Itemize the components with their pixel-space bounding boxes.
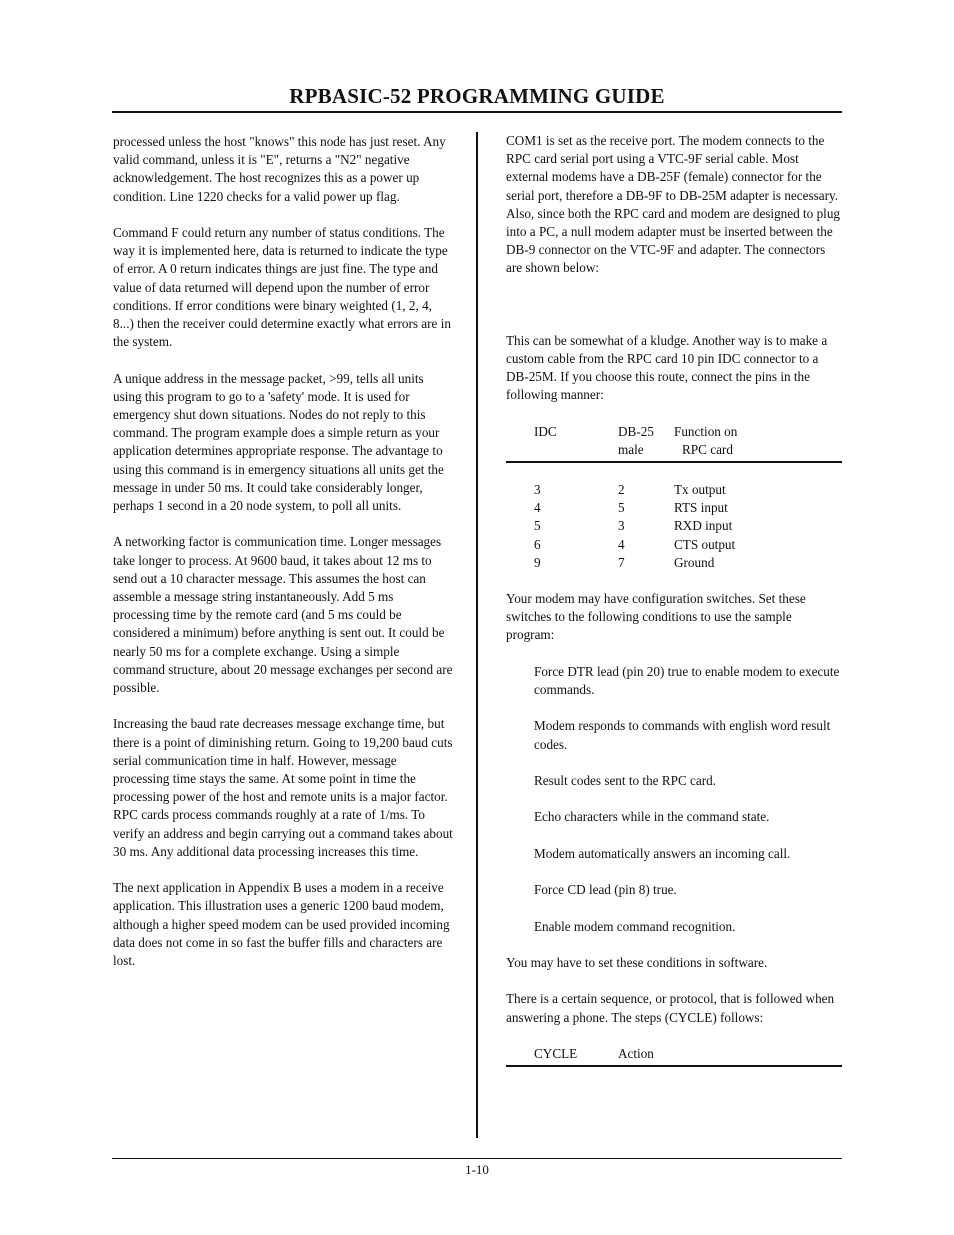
action-header: Action: [618, 1045, 654, 1061]
table-cell: CTS output: [674, 536, 736, 552]
paragraph: A unique address in the message packet, >99, tells all units using this program to go to a 'safety' mode. It is used for emergency shut down situations. Nodes do not reply to this command. The program example does a simple return as your application determines appropriate response. The advantage to using this command is in emergency situations all units get the message in under 50 ms. It could take considerably longer, perhaps 1 second in a 20 node system, to poll all units.: [113, 370, 444, 514]
condition-item: Modem automatically answers an incoming call.: [534, 845, 791, 861]
table-row: [534, 517, 735, 535]
table-cell: RXD input: [674, 518, 733, 534]
table-cell: 4: [618, 536, 625, 552]
table-rule: [506, 461, 842, 463]
page-title: RPBASIC-52 PROGRAMMING GUIDE: [289, 84, 665, 108]
cycle-table-header: [506, 1045, 842, 1063]
paragraph: processed unless the host "knows" this node has just reset. Any valid command, unless it is "E", returns a "N2" negative acknowledgement. The host recognizes this as a power up condition. Line 1220 checks for a valid power up flag.: [113, 134, 446, 204]
paragraph: The next application in Appendix B uses a modem in a receive application. This illustration uses a generic 1200 baud modem, although a higher speed modem can be used provided incoming data does not come in so fast the buffer fills and characters are lost.: [113, 880, 450, 969]
table-row: [534, 481, 735, 499]
condition-item: Force CD lead (pin 8) true.: [534, 882, 677, 898]
paragraph: Your modem may have configuration switches. Set these switches to the following conditions to use the sample program:: [506, 591, 806, 643]
cycle-header: CYCLE: [534, 1045, 578, 1061]
pin-table: [506, 423, 842, 572]
table-cell: 5: [618, 500, 625, 516]
column-divider: [476, 132, 478, 1138]
paragraph: Increasing the baud rate decreases message exchange time, but there is a point of diminishing return. Going to 19,200 baud cuts serial communication time in half. However, message processing time stays the same. At some point in time the processing power of the host and remote units is a major factor. RPC cards process commands roughly at a rate of 1/ms. To verify an address and begin carrying out a command takes about 30 ms. Any additional data processing increases this time.: [113, 716, 453, 859]
condition-item: Echo characters while in the command state.: [534, 809, 770, 825]
table-row: [534, 536, 735, 554]
condition-item: Force DTR lead (pin 20) true to enable modem to execute commands.: [534, 663, 840, 698]
left-column: [113, 133, 453, 988]
condition-item: Result codes sent to the RPC card.: [534, 773, 717, 789]
table-cell: 9: [534, 554, 541, 570]
table-cell: 5: [534, 518, 541, 534]
table-cell: 3: [534, 482, 541, 498]
table-header-db25: DB-25: [618, 423, 654, 439]
paragraph: You may have to set these conditions in software.: [506, 954, 768, 970]
table-cell: 6: [534, 536, 541, 552]
table-cell: Ground: [674, 554, 715, 570]
paragraph: COM1 is set as the receive port. The modem connects to the RPC card serial port using a VTC-9F serial cable. Most external modems have a DB-25F (female) connector for the serial port, therefore a DB-9F to DB-25M adapter is necessary. Also, since both the RPC card and modem are designed to plug into a PC, a null modem adapter must be inserted between the DB-9 connector on the VTC-9F and adapter. The connectors are shown below:: [506, 133, 841, 276]
right-column: [506, 132, 842, 1067]
table-row: [534, 554, 735, 572]
table-header-cell: RPC card: [682, 441, 733, 457]
table-header-idc: IDC: [534, 423, 557, 439]
paragraph: This can be somewhat of a kludge. Another way is to make a custom cable from the RPC card 10 pin IDC connector to a DB-25M. If you choose this route, connect the pins in the following manner:: [506, 332, 828, 403]
table-header-cell: [534, 441, 618, 459]
table-rule: [506, 1065, 842, 1067]
page-number: 1-10: [465, 1162, 489, 1177]
paragraph: A networking factor is communication time. Longer messages take longer to process. At 9600 baud, it takes about 12 ms to send out a 10 character message. This assumes the host can assemble a message string instantaneously. Add 5 ms processing time by the remote card (and 5 ms could be considered a minimum) before anything is sent out. It could be nearly 50 ms for a complete exchange. Using a simple command structure, about 20 message exchanges per second are possible.: [113, 534, 453, 696]
condition-item: Modem responds to commands with english word result codes.: [534, 718, 831, 752]
table-cell: RTS input: [674, 500, 728, 516]
table-cell: 7: [618, 554, 625, 570]
paragraph: Command F could return any number of status conditions. The way it is implemented here, data is returned to indicate the type of error. A 0 return indicates things are just fine. The type and value of data returned will depend upon the number of error conditions. If error conditions were binary weighted (1, 2, 4, 8...) then the receiver could determine exactly what errors are in the system.: [113, 225, 451, 350]
footer-rule: [112, 1158, 842, 1159]
paragraph: There is a certain sequence, or protocol, that is followed when answering a phone. The steps (CYCLE) follows:: [506, 991, 835, 1025]
table-cell: 2: [618, 482, 625, 498]
table-cell: 3: [618, 518, 625, 534]
table-header-function: Function on: [674, 423, 738, 439]
condition-item: Enable modem command recognition.: [534, 918, 736, 934]
table-cell: 4: [534, 500, 541, 516]
table-header-cell: male: [618, 441, 644, 457]
header-rule: [112, 111, 842, 113]
table-row: [534, 499, 735, 517]
table-cell: Tx output: [674, 482, 726, 498]
